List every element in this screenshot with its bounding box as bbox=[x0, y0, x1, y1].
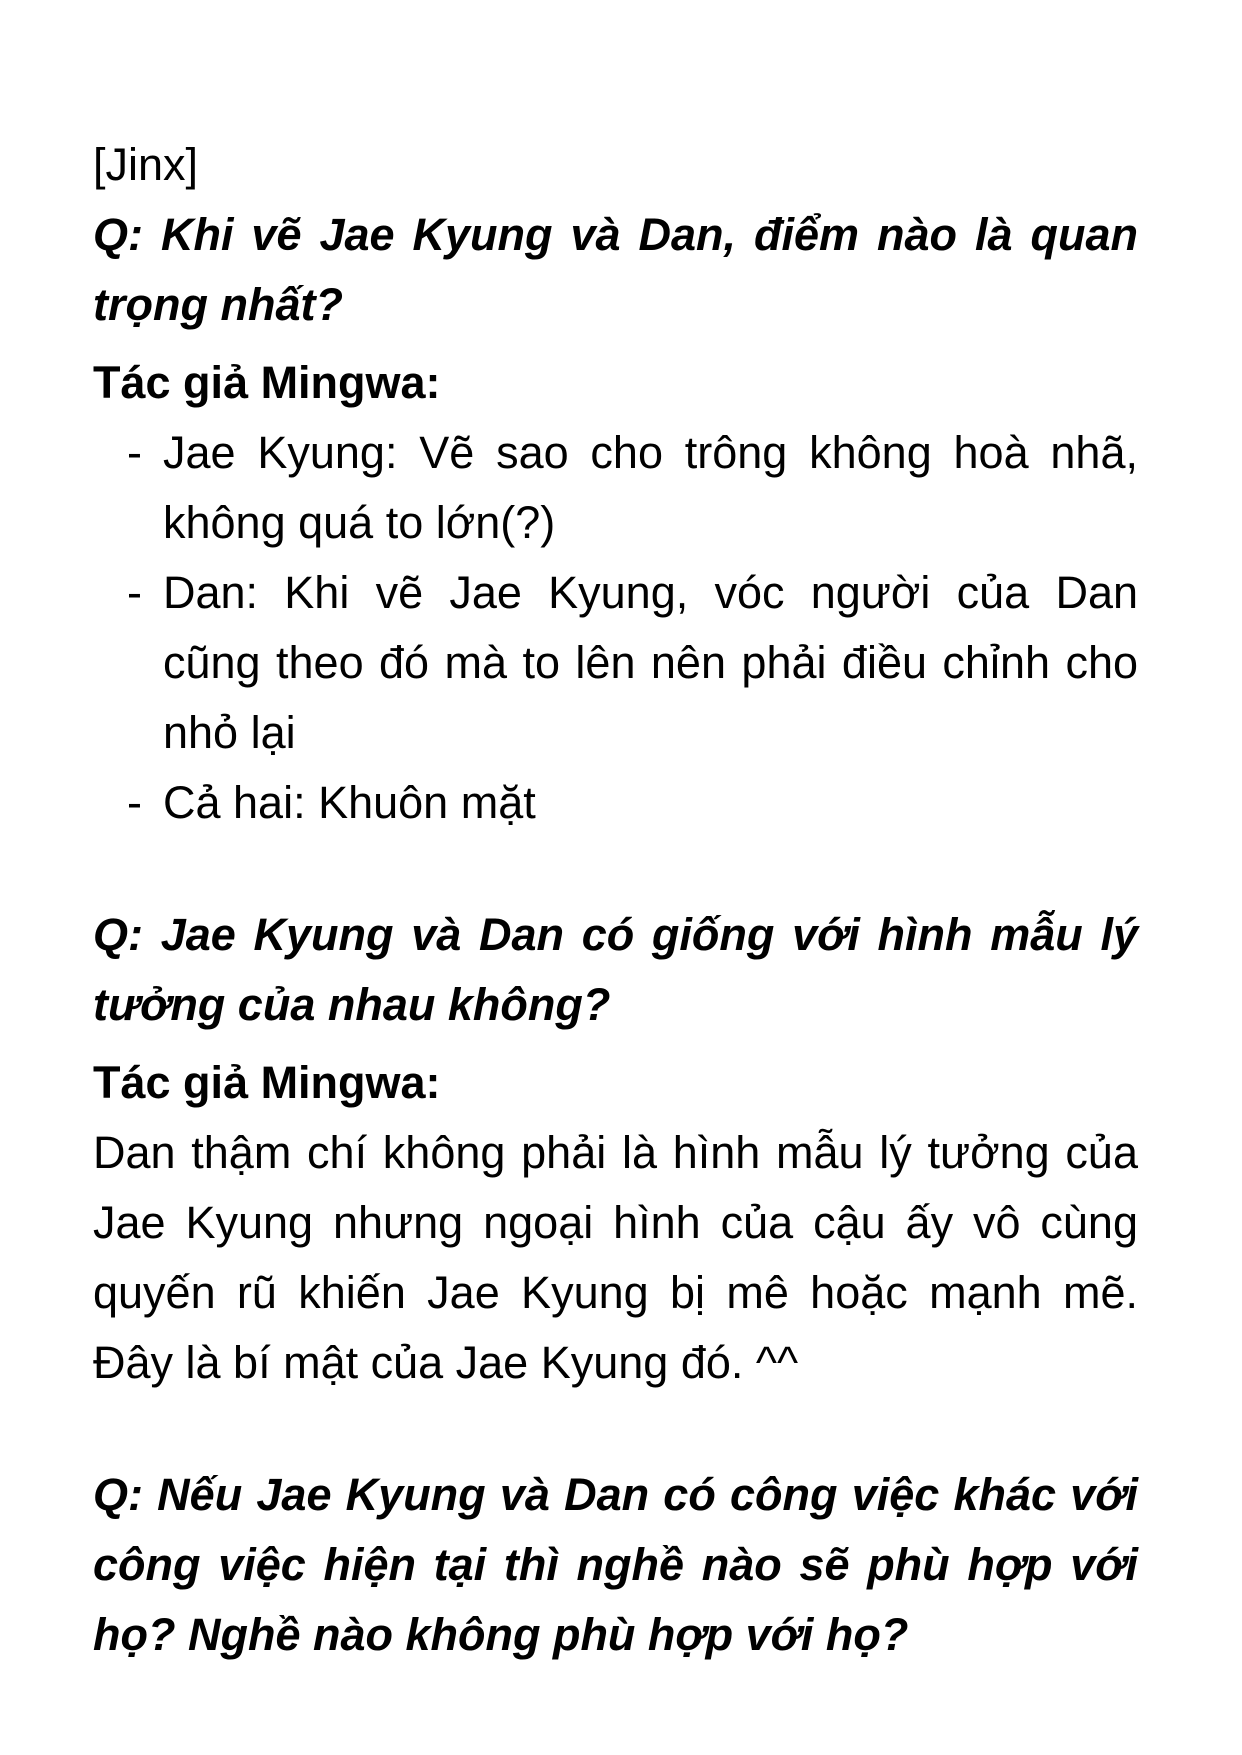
bullet-dash: - bbox=[127, 777, 142, 828]
answer-paragraph-2: Dan thậm chí không phải là hình mẫu lý tưởng của Jae Kyung nhưng ngoại hình của cậu ấy vô cùng quyến rũ khiến Jae Kyung bị mê hoặc mạnh mẽ. Đây là bí mật của Jae Kyung đó. ^^ bbox=[93, 1127, 1138, 1388]
author-label-2: Tác giả Mingwa: bbox=[93, 1057, 441, 1108]
answer-bullet-list bbox=[93, 418, 1138, 838]
bullet-dash: - bbox=[127, 567, 142, 618]
question-1: Q: Khi vẽ Jae Kyung và Dan, điểm nào là quan trọng nhất? bbox=[93, 209, 1138, 330]
list-item bbox=[127, 558, 1138, 768]
question-2: Q: Jae Kyung và Dan có giống với hình mẫu lý tưởng của nhau không? bbox=[93, 909, 1138, 1030]
blank-line bbox=[93, 838, 1138, 900]
bullet-dash: - bbox=[127, 427, 142, 478]
bullet-text-dan: Dan: Khi vẽ Jae Kyung, vóc người của Dan cũng theo đó mà to lên nên phải điều chỉnh cho nhỏ lại bbox=[163, 567, 1138, 758]
list-item bbox=[127, 418, 1138, 558]
author-label-1: Tác giả Mingwa: bbox=[93, 357, 441, 408]
question-3: Q: Nếu Jae Kyung và Dan có công việc khác với công việc hiện tại thì nghề nào sẽ phù hợp với họ? Nghề nào không phù hợp với họ? bbox=[93, 1469, 1138, 1660]
bullet-text-jae-kyung: Jae Kyung: Vẽ sao cho trông không hoà nhã, không quá to lớn(?) bbox=[163, 427, 1138, 548]
bullet-text-both: Cả hai: Khuôn mặt bbox=[163, 777, 536, 828]
list-item bbox=[127, 768, 1138, 838]
document-title: [Jinx] bbox=[93, 139, 199, 190]
blank-line bbox=[93, 1398, 1138, 1460]
